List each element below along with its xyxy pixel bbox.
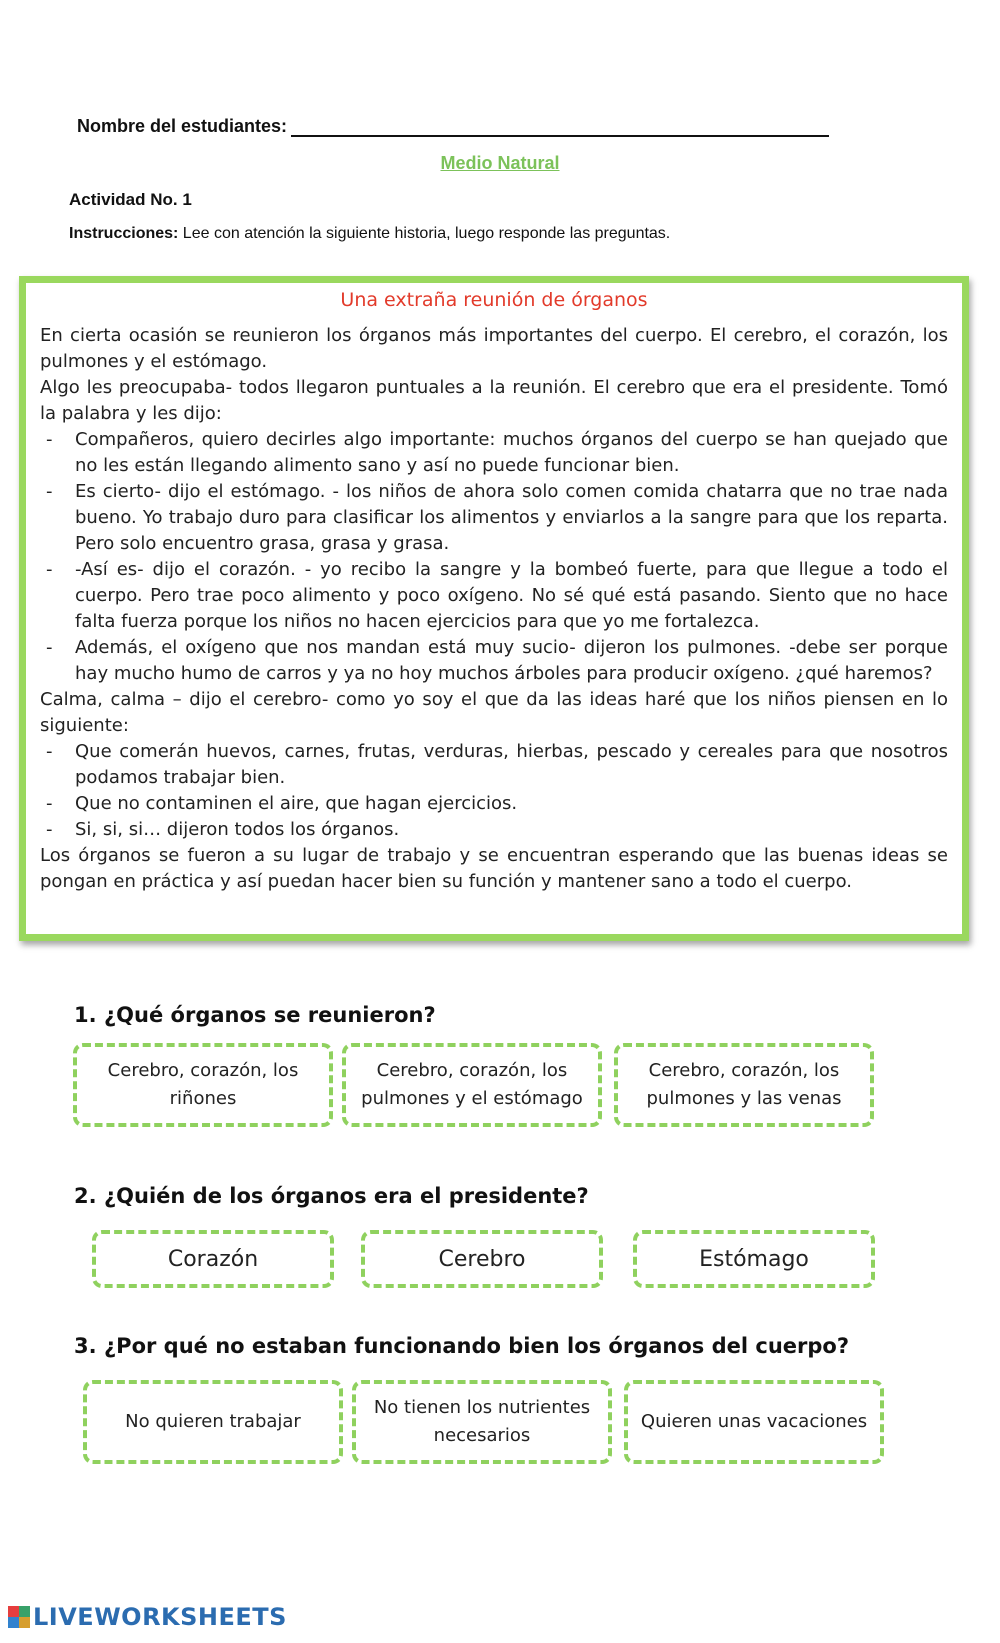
story-paragraph: Los órganos se fueron a su lugar de trabajo y se encuentran esperando que las buenas ideas se pongan en práctica y así puedan hacer bien su función y mantener sano a todo el cuerpo. [40, 845, 948, 892]
answer-option-q3-b[interactable]: No tienen los nutrientes necesarios [352, 1380, 612, 1464]
story-dialogue: - -Así es- dijo el corazón. - yo recibo la sangre y la bombeó fuerte, para que llegue a todo el cuerpo. Pero trae poco alimento y poco oxígeno. No sé qué está pasando. Siento que no hace falta fuerza porque los niños no hacen ejercicios para que yo me fortalezca. [46, 559, 948, 632]
activity-number: Actividad No. 1 [69, 190, 192, 209]
story-title: Una extraña reunión de órganos [340, 289, 648, 311]
logo-square [8, 1606, 19, 1617]
student-name-line[interactable] [291, 117, 829, 137]
instructions-text: Lee con atención la siguiente historia, luego responde las preguntas. [178, 225, 671, 242]
question-number: 3. [74, 1334, 97, 1358]
answer-option-q2-c[interactable]: Estómago [633, 1230, 875, 1288]
story-dialogue: - Que comerán huevos, carnes, frutas, verduras, hierbas, pescado y cereales para que nosotros podamos trabajar bien. [46, 741, 948, 788]
answer-option-q1-a[interactable]: Cerebro, corazón, los riñones [73, 1043, 333, 1127]
question-text: ¿Qué órganos se reunieron? [104, 1003, 436, 1027]
story-box [19, 276, 969, 941]
question-number: 1. [74, 1003, 97, 1027]
student-name-field[interactable] [77, 116, 829, 137]
story-paragraph: En cierta ocasión se reunieron los órganos más importantes del cuerpo. El cerebro, el corazón, los pulmones y el estómago. [40, 325, 948, 372]
story-dialogue: - Además, el oxígeno que nos mandan está muy sucio- dijeron los pulmones. -debe ser porque hay mucho humo de carros y ya no hoy muchos árboles para producir oxígeno. ¿qué haremos? [46, 637, 948, 684]
answer-option-q2-b[interactable]: Cerebro [361, 1230, 603, 1288]
answer-option-q1-c[interactable]: Cerebro, corazón, los pulmones y las venas [614, 1043, 874, 1127]
question-1 [74, 1003, 436, 1027]
question-text: ¿Quién de los órganos era el presidente? [104, 1184, 589, 1208]
instructions-label: Instrucciones: [69, 225, 179, 242]
instructions [69, 225, 670, 243]
answer-option-q3-a[interactable]: No quieren trabajar [83, 1380, 343, 1464]
story-paragraph: Algo les preocupaba- todos llegaron puntuales a la reunión. El cerebro que era el presidente. Tomó la palabra y les dijo: [40, 377, 948, 424]
story-dialogue: - Es cierto- dijo el estómago. - los niños de ahora solo comen comida chatarra que no trae nada bueno. Yo trabajo duro para clasificar los alimentos y enviarlos a la sangre para que los reparta. Pero solo encuentro grasa, grasa y grasa. [46, 481, 948, 554]
story-dialogue: - Que no contaminen el aire, que hagan ejercicios. [46, 793, 518, 814]
story-dialogue: - Compañeros, quiero decirles algo importante: muchos órganos del cuerpo se han quejado que no les están llegando alimento sano y así no puede funcionar bien. [46, 429, 948, 476]
question-text: ¿Por qué no estaban funcionando bien los órganos del cuerpo? [104, 1334, 850, 1358]
liveworksheets-brand[interactable] [8, 1603, 287, 1631]
logo-square [19, 1606, 30, 1617]
brand-name: LIVEWORKSHEETS [33, 1603, 287, 1631]
logo-square [19, 1617, 30, 1628]
answer-option-q2-a[interactable]: Corazón [92, 1230, 334, 1288]
student-name-label: Nombre del estudiantes: [77, 116, 288, 136]
question-number: 2. [74, 1184, 97, 1208]
question-2 [74, 1184, 589, 1208]
story-paragraph: Calma, calma – dijo el cerebro- como yo soy el que da las ideas haré que los niños piensen en lo siguiente: [40, 689, 948, 736]
logo-square [8, 1617, 19, 1628]
answer-option-q3-c[interactable]: Quieren unas vacaciones [624, 1380, 884, 1464]
question-3 [74, 1334, 849, 1358]
subject-title: Medio Natural [440, 153, 560, 173]
story-dialogue: - Si, si, si… dijeron todos los órganos. [46, 819, 400, 840]
liveworksheets-logo-icon [8, 1606, 30, 1628]
answer-option-q1-b[interactable]: Cerebro, corazón, los pulmones y el estómago [342, 1043, 602, 1127]
